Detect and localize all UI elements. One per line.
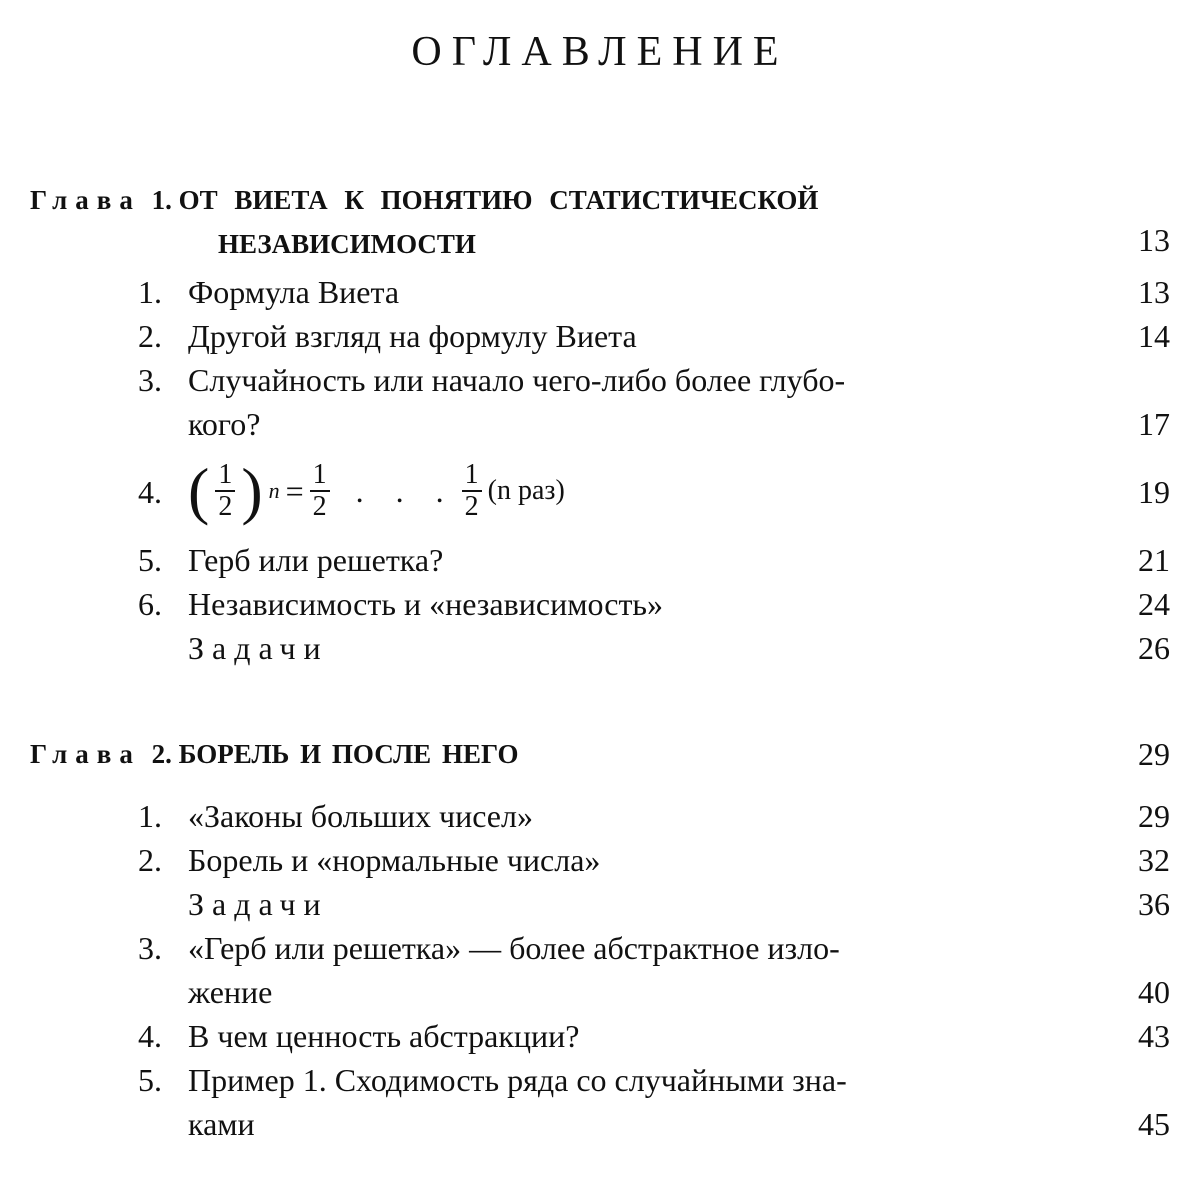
item-page: 24	[1138, 586, 1170, 622]
chapter-1	[30, 178, 1170, 670]
toc-item[interactable]	[30, 1058, 1170, 1146]
item-formula	[138, 446, 1170, 536]
item-text-continued: ками	[188, 1106, 255, 1142]
toc-item[interactable]	[30, 314, 1170, 358]
item-page: 19	[1138, 474, 1170, 510]
left-paren: (	[188, 455, 210, 526]
fraction-one-half: $\frac{1}{2}$	[215, 460, 235, 522]
chapter-word: Глава	[30, 185, 141, 215]
item-page: 13	[1138, 274, 1170, 310]
item-page: 14	[1138, 318, 1170, 354]
item-page: 32	[1138, 842, 1170, 878]
item-text: «Герб или решетка» — более абстрактное изло-	[188, 930, 840, 966]
item-number: 2.	[138, 318, 162, 354]
item-page: 40	[1138, 974, 1170, 1010]
toc-item[interactable]	[30, 538, 1170, 582]
toc-item-problems[interactable]	[30, 626, 1170, 670]
toc-item[interactable]	[30, 358, 1170, 446]
item-number: 4.	[138, 1018, 162, 1054]
toc-item[interactable]	[30, 794, 1170, 838]
item-page: 17	[1138, 406, 1170, 442]
item-text: Независимость и «независимость»	[188, 586, 664, 622]
formula-tail: (n раз)	[487, 475, 565, 506]
item-text: В чем ценность абстракции?	[188, 1018, 580, 1054]
item-text: Другой взгляд на формулу Виета	[188, 318, 637, 354]
chapter-number: 2.	[151, 739, 172, 769]
item-page: 29	[1138, 798, 1170, 834]
chapter-2-heading	[30, 732, 1170, 776]
item-text-continued: кого?	[188, 406, 261, 442]
item-text: Борель и «нормальные числа»	[188, 842, 601, 878]
chapter-title-line1: ОТ ВИЕТА К ПОНЯТИЮ СТАТИСТИЧЕСКОЙ	[178, 185, 819, 215]
chapter-1-heading	[30, 178, 1170, 266]
chapter-page: 29	[1138, 736, 1170, 772]
toc-item-problems[interactable]	[30, 882, 1170, 926]
item-number: 3.	[138, 930, 162, 966]
item-text: Случайность или начало чего-либо более глубо-	[188, 362, 846, 398]
chapter-title-line2: НЕЗАВИСИМОСТИ	[218, 229, 476, 259]
item-text: Задачи	[188, 630, 329, 666]
item-text: «Законы больших чисел»	[188, 798, 533, 834]
chapter-word: Глава	[30, 739, 141, 769]
item-number: 2.	[138, 842, 162, 878]
page-title: ОГЛАВЛЕНИЕ	[411, 29, 789, 75]
item-number: 6.	[138, 586, 162, 622]
item-number: 1.	[138, 274, 162, 310]
item-number: 5.	[138, 542, 162, 578]
toc-item[interactable]	[30, 838, 1170, 882]
equals-sign: =	[285, 473, 304, 509]
item-number: 1.	[138, 798, 162, 834]
item-page: 21	[1138, 542, 1170, 578]
exponent-n: n	[268, 478, 280, 503]
toc-item[interactable]	[30, 582, 1170, 626]
right-paren: )	[241, 455, 263, 526]
toc-item-formula[interactable]	[30, 446, 1170, 538]
item-text: Задачи	[188, 886, 329, 922]
toc-item[interactable]	[30, 270, 1170, 314]
item-text-continued: жение	[188, 974, 273, 1010]
chapter-number: 1.	[151, 185, 172, 215]
toc-item[interactable]	[30, 926, 1170, 1014]
fraction-one-half: $\frac{1}{2}$	[310, 460, 330, 522]
item-number: 4.	[138, 474, 162, 510]
fraction-one-half: $\frac{1}{2}$	[462, 460, 482, 522]
item-text: Герб или решетка?	[188, 542, 444, 578]
item-page: 36	[1138, 886, 1170, 922]
chapter-title-line1: БОРЕЛЬ И ПОСЛЕ НЕГО	[178, 739, 519, 769]
item-page: 45	[1138, 1106, 1170, 1142]
item-text: Пример 1. Сходимость ряда со случайными зна-	[188, 1062, 847, 1098]
item-page: 26	[1138, 630, 1170, 666]
item-number: 3.	[138, 362, 162, 398]
item-number: 5.	[138, 1062, 162, 1098]
chapter-page: 13	[1138, 222, 1170, 258]
item-page: 43	[1138, 1018, 1170, 1054]
toc-item[interactable]	[30, 1014, 1170, 1058]
ellipsis: . . .	[355, 473, 456, 509]
item-text: Формула Виета	[188, 274, 400, 310]
chapter-2	[30, 732, 1170, 1146]
